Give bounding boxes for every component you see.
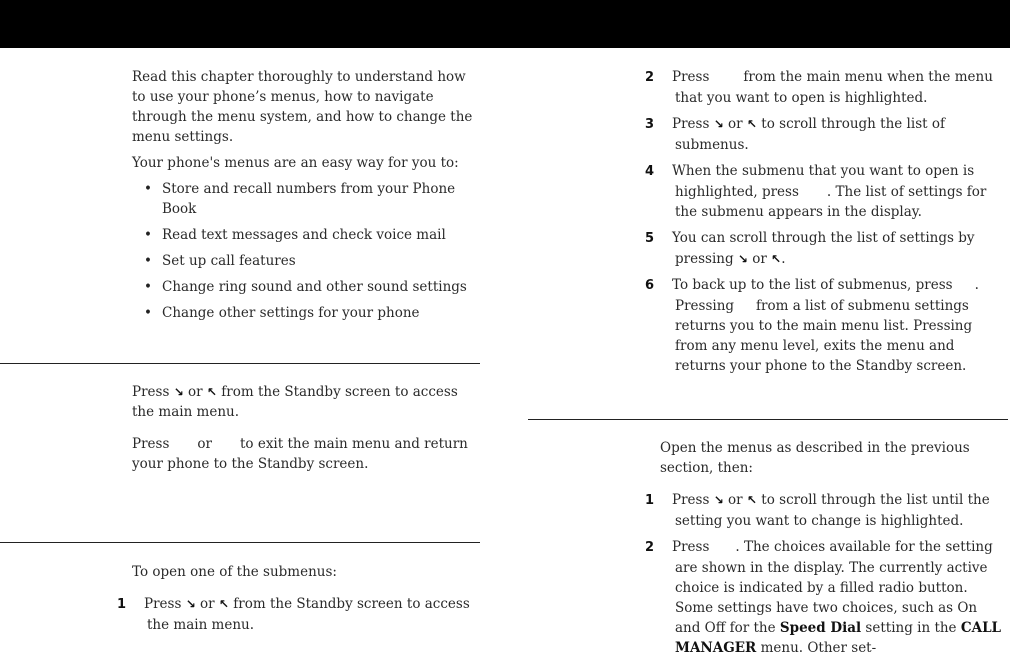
- up-arrow-icon: ↖: [771, 252, 782, 266]
- intro-lead: Your phone's menus are an easy way for you to:: [132, 155, 459, 171]
- step-item: 5 You can scroll through the list of settings by pressing ↘ or ↖.: [645, 230, 975, 267]
- down-arrow-icon: ↘: [737, 252, 748, 266]
- exit-paragraph: Press or to exit the main menu and return your phone to the Standby screen.: [132, 436, 468, 472]
- list-item: • Read text messages and check voice mail: [132, 225, 480, 245]
- down-arrow-icon: ↘: [185, 597, 196, 611]
- header-bar: [0, 0, 1010, 48]
- access-menu-section: [132, 382, 480, 474]
- step-item: 4 When the submenu that you want to open is highlighted, press . The list of settings for the submenu appears in the display.: [645, 163, 987, 220]
- step-item: 2 Press . The choices available for the setting are shown in the display. The currently active choice is indicated by a filled radio button. Some settings have two choices, such as On and Off for the Speed Dial setting in the CALL MANAGER menu. Other set-: [645, 539, 1002, 656]
- up-arrow-icon: ↖: [206, 385, 217, 399]
- intro-section: [132, 67, 480, 323]
- submenu-steps: [645, 67, 1006, 376]
- down-arrow-icon: ↘: [713, 117, 724, 131]
- up-arrow-icon: ↖: [746, 117, 757, 131]
- down-arrow-icon: ↘: [173, 385, 184, 399]
- step-item: 6 To back up to the list of submenus, press . Pressing from a list of submenu settings returns you to the main menu list. Pressingfrom any menu level, exits the menu and returns your phone to the Standby screen.: [645, 277, 979, 374]
- settings-intro: Open the menus as described in the previous section, then:: [660, 440, 970, 476]
- change-settings-section: [645, 438, 1006, 658]
- intro-paragraph: Read this chapter thoroughly to understand how to use your phone’s menus, how to navigate through the menu system, and how to change the menu settings.: [132, 69, 473, 145]
- step-item: 1 Press ↘ or ↖ to scroll through the list until the setting you want to change is highlighted.: [645, 492, 990, 529]
- step-item: 2 Press from the main menu when the menu that you want to open is highlighted.: [645, 69, 993, 106]
- submenus-intro: To open one of the submenus:: [132, 564, 337, 580]
- section-divider: [0, 363, 480, 364]
- feature-list: [132, 179, 480, 323]
- call-manager-label: CALL MANAGER: [675, 620, 1002, 656]
- step-item: 1 Press ↘ or ↖ from the Standby screen to access the main menu.: [117, 596, 470, 633]
- speed-dial-label: Speed Dial: [779, 620, 862, 636]
- access-paragraph: Press ↘ or ↖ from the Standby screen to access the main menu.: [132, 384, 458, 420]
- section-divider: [528, 419, 1008, 420]
- up-arrow-icon: ↖: [218, 597, 229, 611]
- section-divider: [0, 542, 480, 543]
- step-item: 3 Press ↘ or ↖ to scroll through the list of submenus.: [645, 116, 945, 153]
- up-arrow-icon: ↖: [746, 493, 757, 507]
- list-item: • Change ring sound and other sound settings: [132, 277, 480, 297]
- down-arrow-icon: ↘: [713, 493, 724, 507]
- list-item: • Store and recall numbers from your Phone Book: [132, 179, 480, 219]
- list-item: • Change other settings for your phone: [132, 303, 480, 323]
- list-item: • Set up call features: [132, 251, 480, 271]
- open-submenus-section: [117, 562, 480, 635]
